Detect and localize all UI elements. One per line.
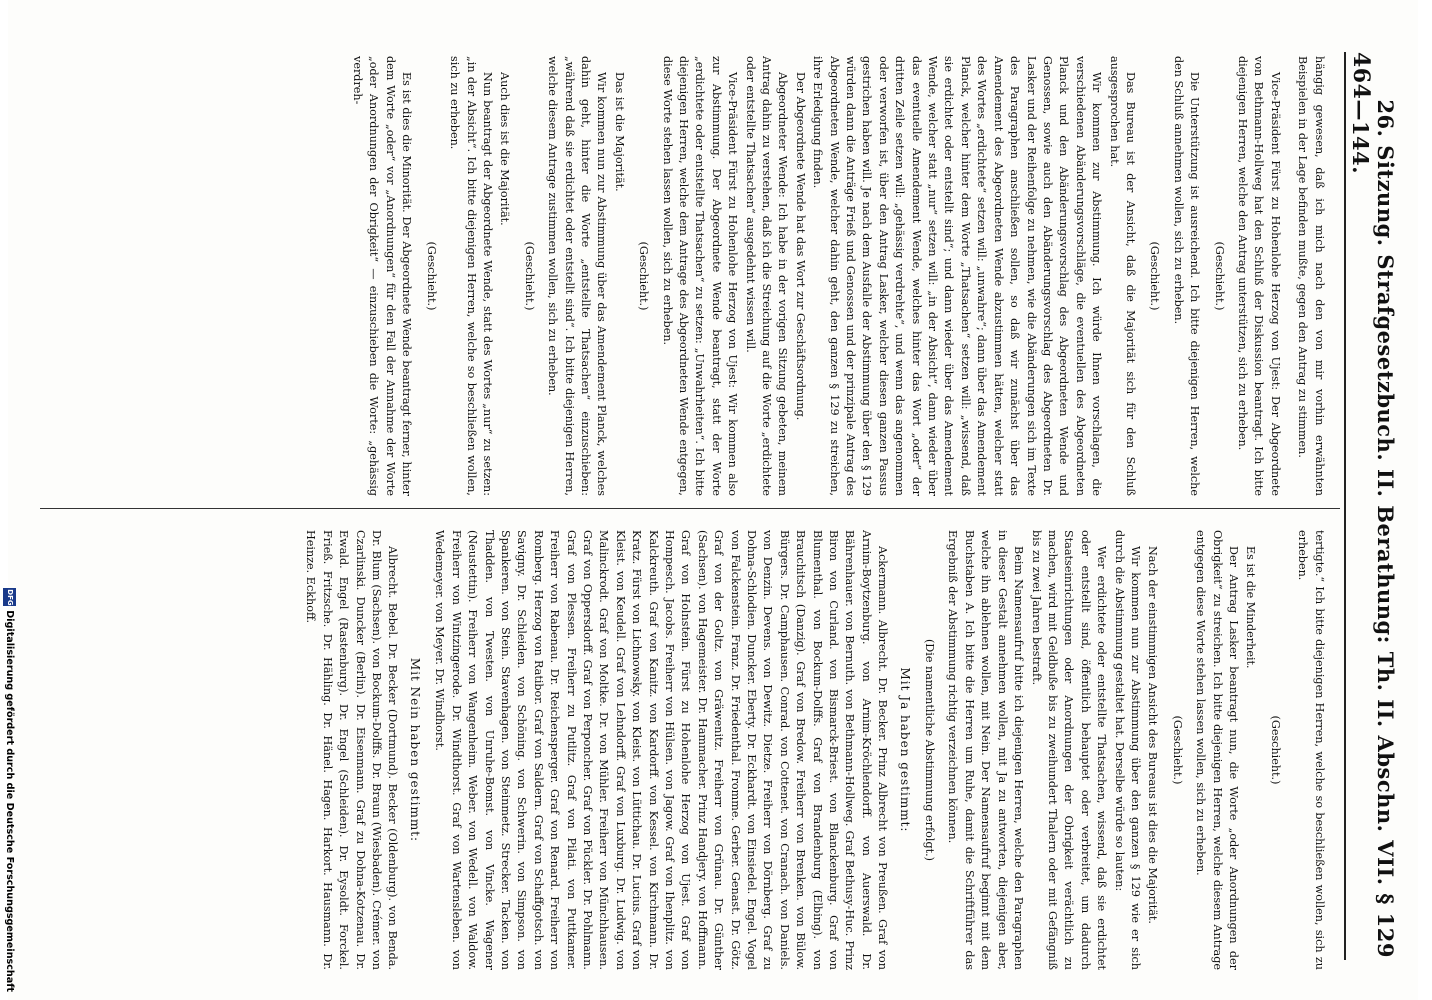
paragraph: Es ist dies die Minorität. Der Abgeordnete Wende beantragt ferner, hinter dem Worte „oder“ vor „Anordnungen“ für den Fall der Annahme der Worte „oder Anordnungen der Obrigkeit“ — einzuschieben die Worte: „gehässig verdreh- bbox=[351, 56, 414, 496]
paragraph: Vice-Präsident Fürst zu Hohenlohe Herzog von Ujest: Wir kommen also zur Abstimmung. Der Abgeordnete Wende beantragt, statt der Worte „erdichtete oder entstellte Thatsachen“ zu setzen: „Unwahrheiten“. Ich bitte diejenigen Herren, welche dem Antrage des Abgeordneten Wende entgegen, diese Worte stehen lassen wollen, sich zu erheben. bbox=[660, 56, 740, 496]
paragraph: Nach der einstimmigen Ansicht des Bureaus ist dies die Majorität. bbox=[1146, 546, 1160, 924]
ja-names-list: Ackermann. Albrecht. Dr. Becker. Prinz Albrecht von Preußen. Graf von Arnim-Boytzenburg. von Arnim-Kröchlendorff. von Auerswald. Dr. Bährenhauer. von Bernuth. von Bethmann-Hollweg. Graf Bethusy-Huc. Prinz Biron von Curland. von Bismarck-Briest. von Blanckenburg. Graf von Blumenthal. von Bockum-Dolffs. Graf von Brandenburg (Elbing). von Brauchitsch (Danzig). Graf von Bredow. Freiherr von Brenken. von Bülow. Bürgers. Dr. Camphausen. Conrad. von Cottenet. von Cranach. von Daniels. von Denzin. Devens. von Dewitz. Dietze. Freiherr von Dörnberg. Graf zu Dohna-Schlodien. Duncker. Eberty. Dr. Eckhardt. von Einsiedel. Engel. Vogel von Falckenstein. Franz. Dr. Friedenthal. Fromme. Gerber. Genast. Dr. Götz. Graf von der Goltz. von Gräwenitz. Freiherr von Grünau. Dr. Günther (Sachsen). von Hagemeister. Dr. Hammacher. Prinz Handjery. von Hoffmann. Graf von Holnstein. Fürst zu Hohenlohe Herzog von Ujest. Graf von Hompesch. Jacobs. Freiherr von Hülsen. von Jagow. Graf von Ihenplitz. von Kalckreuth. Graf von Kanitz. von Kardorff. von Kessel. von Kirchmann. Dr. Kratz. Fürst von Lichnowsky. von Kleist. von Lüttichau. Dr. Lucius. Graf von Kleist. von Keudell. Graf von Lehndorff. Graf von Luxburg. Dr. Ludwig. von Malinckrodt. Graf von Moltke. Dr. von Mühler. Freiherr von Münchhausen. Graf von Oppersdorff. Graf von Perponcher. Graf von Pückler. Dr. Pohlmann. Graf von Plessen. Freiherr zu Putlitz. Graf von Pilati. von Puttkamer. Freiherr von Rabenau. Dr. Reichensperger. Graf von Renard. Freiherr von Romberg. Herzog von Ratibor. Graf von Saldern. Graf von Schaffgotsch. von Savigny. Dr. Schleiden. von Schöning. von Schwerin. von Simpson. von Spankeren. von Stein. Stavenhagen. von Steinmetz. Strecker. Tacken. von Thadden. von Twesten. von Unruhe-Bomst. von Vincke. Wagener (Neustettin). Freiherr von Wangenheim. Weber. von Wedell. von Waldow. Freiherr von Wintzingerode. Dr. Windthorst. Graf von Wartensleben. von Wedemeyer. von Meyer. Dr. Windhorst. bbox=[433, 530, 890, 970]
paragraph: Das ist die Majorität. bbox=[612, 72, 626, 192]
nein-names-list: Albrecht. Bebel. Dr. Becker (Dortmund). Becker (Oldenburg). von Benda. Dr. Blum (Sachsen). von Bockum-Dolffs. Dr. Braun (Wiesbaden). Crémer. von Czarlinski. Duncker (Berlin). Dr. Eisenmann. Graf zu Dohna-Kotzenau. Dr. Ewald. Engel (Rastenburg). Dr. Engel (Schleiden). Dr. Eysoldt. Forckel. Frieß. Fritzsche. Dr. Hähling. Dr. Hänel. Hagen. Harkort. Hausmann. Dr. Heinze. Eckhoff. bbox=[304, 530, 400, 970]
nein-heading: Mit Nein haben gestimmt: bbox=[407, 657, 422, 843]
paragraph: Die Unterstützung ist ausreichend. Ich bitte diejenigen Herren, welche den Schluß annehmen wollen, sich zu erheben. bbox=[1171, 56, 1202, 496]
paragraph: Der Antrag Lasker beantragt nun, die Worte „oder Anordnungen der Obrigkeit“ zu streichen. Ich bitte diejenigen Herren, welche diesem Antrage entgegen diese Worte stehen lassen wollen, sich zu erheben. bbox=[1194, 530, 1240, 970]
paragraph: Beim Namensaufruf bitte ich diejenigen Herren, welche den Paragraphen in dieser Gestalt annehmen wollen, mit Ja zu antworten, diejenigen aber, welche ihn ablehnen wollen, mit Nein. Der Namensaufruf beginnt mit dem Buchstaben A. Ich bitte die Herren um Ruhe, damit die Schriftführer das Ergebniß der Abstimmung richtig verzeichnen können. bbox=[946, 530, 1026, 970]
paragraph: tertigte.“ Ich bitte diejenigen Herren, welche so beschließen wollen, sich zu erheben. bbox=[1296, 530, 1326, 970]
scanned-page bbox=[4, 0, 1418, 1000]
paragraph: Wir kommen nun zur Abstimmung über den ganzen § 129 wie er sich durch die Abstimmung gestaltet hat. Derselbe würde so lauten: bbox=[1112, 530, 1142, 970]
paragraph: hängig gewesen, daß ich mich nach den von mir vorhin erwähnten Beispielen in der Lage befinden mußte, gegen den Antrag zu stimmen. bbox=[1296, 56, 1326, 496]
paragraph: Wir kommen zur Abstimmung. Ich würde Ihnen vorschlagen, die verschiedenen Abänderungsvorschläge, die eventuellen des Abgeordneten Planck und den Abänderungsvorschlag des Abgeordneten Wende und Genossen, sowie auch den Abänderungsvorschlag des Abgeordneten Dr. Lasker und der Reihenfolge zu nehmen, wie die Abänderungen sich im Texte des Paragraphen anschließen sollen, so daß wir zunächst über das Amendement des Abgeordneten Wende abzustimmen hätten, welcher statt des Wortes „erdichtete“ setzen will: „unwahre“; dann über das Amendement Planck, welcher hinter dem Worte „Thatsachen“ setzen will: „wissend, daß sie erdichtet oder entstellt sind“; und dann wieder über das Amendement Wende, welcher statt „nur“ setzen will: „in der Absicht“, dann wieder über das eventuelle Amendement Wende, welches hinter das Wort „oder“ der dritten Zeile setzen will: „gehässig verdrehte“, und wenn das angenommen oder verworfen ist, über den Antrag Lasker, welcher diesen ganzen Passus gestrichen haben will. Je nach dem Ausfalle der Abstimmung über den § 129 würden dann die Anträge Frieß und Genossen und der prinzipale Antrag des Abgeordneten Wende, welcher dahin geht, den ganzen § 129 zu streichen, ihre Erledigung finden. bbox=[811, 56, 1104, 496]
paragraph: Abgeordneter Wende: Ich habe in der vorigen Sitzung gebeten, meinem Antrag dahin zu verstehen, daß ich die Streichung auf die Worte „erdichtete oder entstellte Thatsachen“ ausgedehnt wissen will. bbox=[743, 56, 790, 496]
stage-direction: (Die namentliche Abstimmung erfolgt.) bbox=[923, 638, 937, 862]
paragraph: Wer erdichtete oder entstellte Thatsachen, wissend, daß sie erdichtet oder entstellt sind, öffentlich behauptet oder verbreitet, um dadurch Staatseinrichtungen oder Anordnungen der Obrigkeit verächtlich zu machen, wird mit Geldbuße bis zu zweihundert Thalern oder mit Gefängniß bis zu zwei Jahren bestraft. bbox=[1029, 530, 1109, 970]
paragraph: Das Bureau ist der Ansicht, daß die Majorität sich für den Schluß ausgesprochen hat. bbox=[1107, 56, 1137, 496]
dfg-logo: DFG bbox=[4, 588, 17, 606]
column-divider bbox=[40, 508, 1340, 509]
stage-direction: (Geschieht.) bbox=[522, 241, 536, 311]
running-title: 26. Sitzung. Strafgesetzbuch. II. Berathung: Th. II. Abschn. VII. § 129—144. bbox=[1348, 99, 1398, 958]
paragraph: Der Abgeordnete Wende hat das Wort zur Geschäftsordnung. bbox=[793, 72, 807, 421]
left-column bbox=[348, 56, 1338, 496]
right-column bbox=[300, 530, 1338, 970]
stage-direction: (Geschieht.) bbox=[637, 241, 651, 311]
page-number: 464 bbox=[1348, 52, 1374, 100]
stage-direction: (Geschieht.) bbox=[1170, 715, 1184, 785]
stage-direction: (Geschieht.) bbox=[424, 241, 438, 311]
stage-direction: (Geschieht.) bbox=[1212, 241, 1226, 311]
paragraph: Es ist die Minderheit. bbox=[1244, 546, 1258, 669]
paragraph: Nun beantragt der Abgeordnete Wende, statt des Wortes „nur“ zu setzen: „in der Absicht“. Ich bitte diejenigen Herren, welche so beschließen wollen, sich zu erheben. bbox=[448, 56, 494, 496]
paragraph: Vice-Präsident Fürst zu Hohenlohe Herzog von Ujest: Der Abgeordnete von Bethmann-Hollweg hat den Schluß der Diskussion beantragt. Ich bitte diejenigen Herren, welche den Antrag unterstützen, sich zu erheben. bbox=[1236, 56, 1282, 496]
credit-text: Digitalisierung gefördert durch die Deutsche Forschungsgemeinschaft bbox=[4, 610, 16, 992]
paragraph: Wir kommen nun zur Abstimmung über das Amendement Planck, welches dahin geht, hinter die Worte „entstellte Thatsachen“ einzuschieben: „während daß sie erdichtet oder entstellt sind“. Ich bitte diejenigen Herren, welche diesem Antrage zustimmen wollen, sich zu erheben. bbox=[546, 56, 609, 496]
paragraph: Auch dies ist die Majorität. bbox=[498, 72, 512, 226]
stage-direction: (Geschieht.) bbox=[1148, 241, 1162, 311]
right-column-text bbox=[921, 530, 1327, 970]
ja-heading: Mit Ja haben gestimmt: bbox=[897, 667, 912, 833]
stage-direction: (Geschieht.) bbox=[1268, 715, 1282, 785]
page-header bbox=[1344, 52, 1398, 960]
digitization-credit bbox=[2, 0, 18, 1000]
